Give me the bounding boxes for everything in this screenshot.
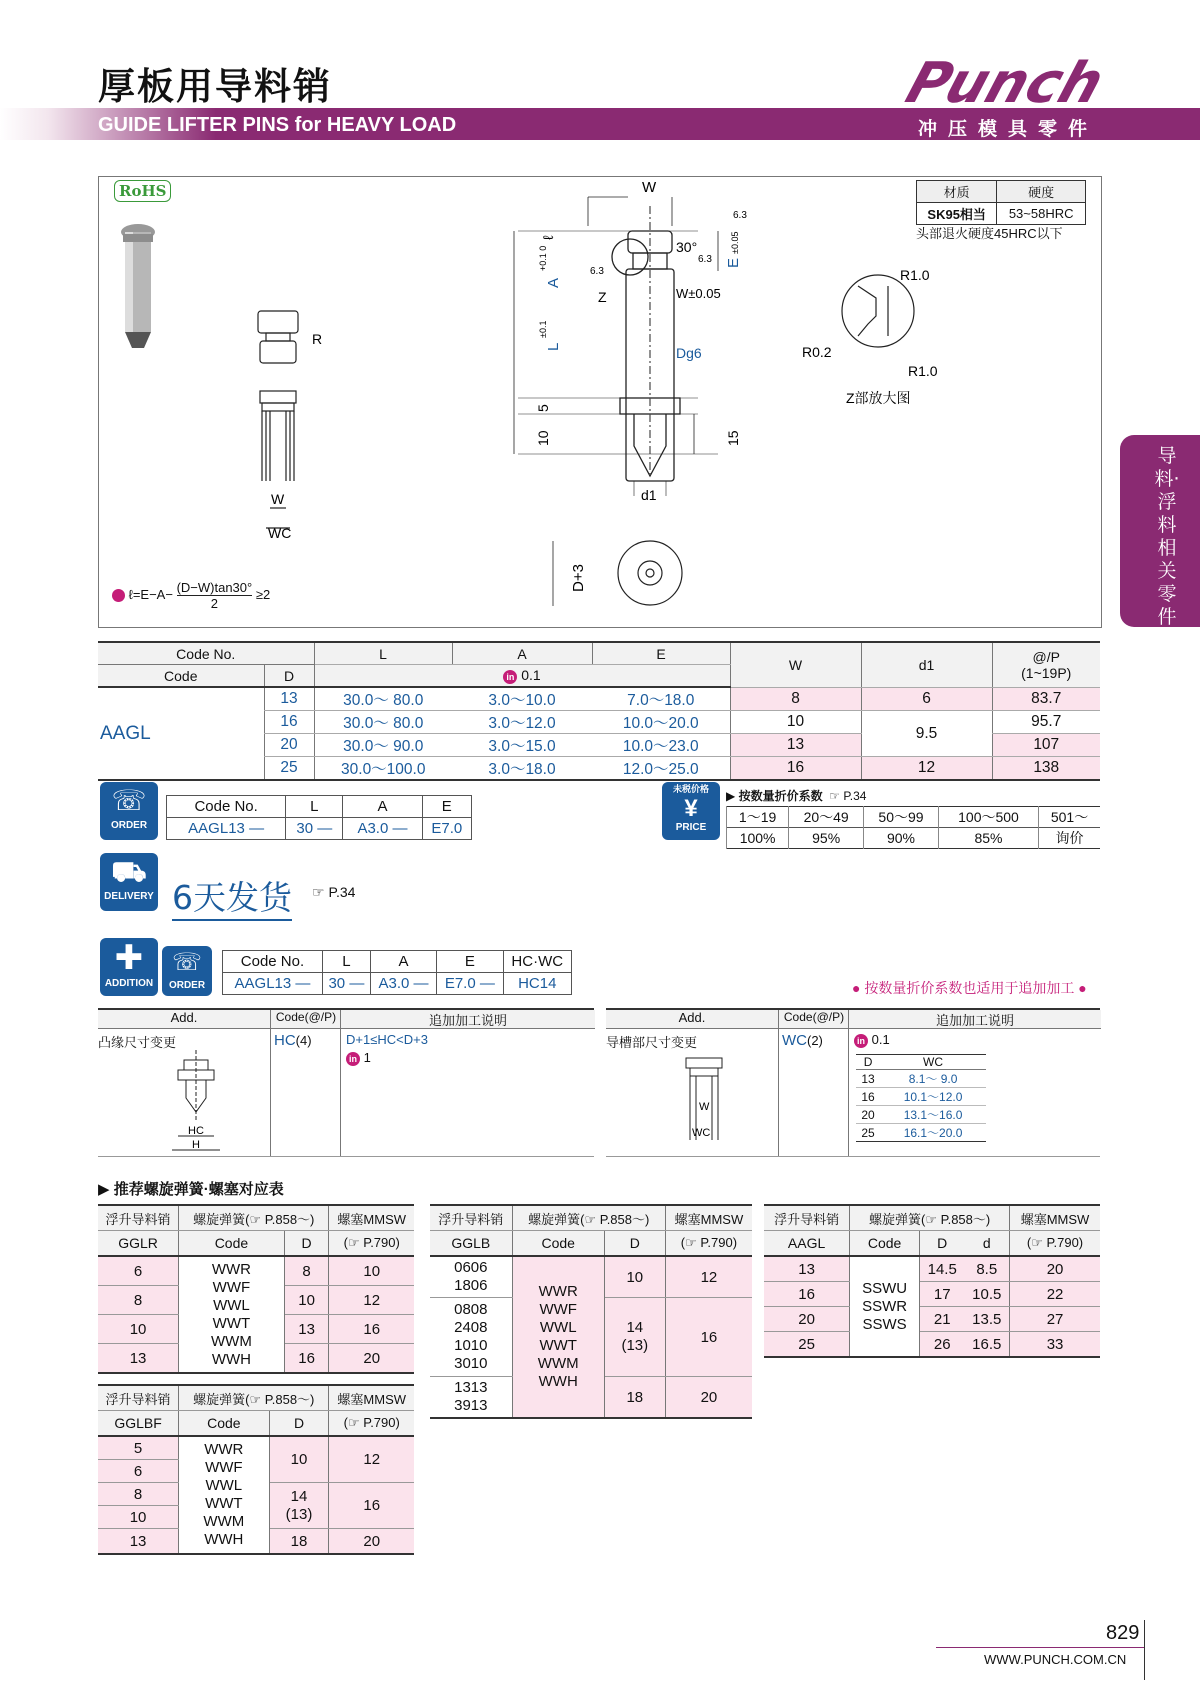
z-detail [842, 275, 914, 347]
formula-den: 2 [210, 596, 219, 611]
row-D: 25 [264, 757, 314, 781]
dim-L-tol: ±0.1 [538, 320, 548, 338]
hardness-note: 头部退火硬度45HRC以下 [916, 226, 1063, 241]
z-caption: Z部放大图 [846, 390, 911, 406]
rough-3: 6.3 [590, 266, 604, 277]
z-r3: R1.0 [908, 363, 938, 379]
footer-line [936, 1647, 1144, 1648]
page-title: 厚板用导料销 [98, 65, 332, 108]
dim-R: R [312, 331, 323, 347]
order-code: AAGL13 [188, 820, 245, 837]
dim-E-tol: ±0.05 [730, 231, 740, 254]
price-discount-table: 1～19 20～49 50～99 100～500 501～ 100% 95% 90% 85% 询价 [726, 806, 1100, 849]
dim-L: L [545, 342, 562, 351]
row-L: 30.0～ 80.0 [314, 711, 452, 734]
wc-sub-table: D WC 13 8.1～ 9.0 16 10.1～12.0 20 13.1～16.0 25 16.1～20.0 [856, 1054, 986, 1142]
rohs-badge: RoHS [114, 180, 171, 202]
formula-num: (D−W)tan30° [176, 580, 253, 595]
dim-5: 5 [535, 404, 551, 412]
order-E: E7.0 [422, 818, 471, 840]
row-A: 3.0～15.0 [452, 734, 592, 757]
row-W: 8 [730, 687, 861, 711]
footer-divider [1144, 1620, 1145, 1680]
type-code: AAGL [98, 687, 264, 780]
dim-A-tol: +0.1 0 [538, 245, 548, 271]
price-icon: 未税价格 ¥ PRICE [662, 782, 720, 840]
increment-icon: in [503, 670, 517, 684]
row-A: 3.0～18.0 [452, 757, 592, 781]
warning-icon [112, 589, 125, 602]
svg-text:W: W [699, 1101, 710, 1113]
side-tab[interactable] [1120, 435, 1200, 627]
hdr-price: @/P [1032, 648, 1060, 665]
hdr-inc: 0.1 [521, 667, 541, 684]
hdr-d1: d1 [861, 642, 992, 687]
footer-url[interactable]: WWW.PUNCH.COM.CN [984, 1652, 1127, 1667]
addition-note: ● 按数量折价系数也适用于追加加工 ● [852, 980, 1087, 996]
order-L: 30 [296, 820, 314, 837]
row-price: 83.7 [992, 687, 1100, 711]
dim-W-small: W [271, 491, 285, 507]
order-h-code: Code No. [167, 796, 286, 818]
row-W: 10 [730, 711, 861, 734]
rec-table-gglbf: 浮升导料销 螺旋弹簧(☞ P.858～) 螺塞MMSW GGLBF Code D (☞ P.790) 5 WWR WWF WWL WWT WWM WWH 10 12 6 8 14 (13) 16 10 13 18 20 [98, 1384, 414, 1555]
row-D: 13 [264, 687, 314, 711]
rough-2: 6.3 [698, 254, 712, 265]
hdr-A: A [452, 642, 592, 665]
row-E: 10.0～20.0 [592, 711, 730, 734]
side-tab-label: 导料·浮料相关零件 [1154, 445, 1180, 628]
page-number: 829 [1106, 1622, 1140, 1644]
row-d1: 9.5 [861, 711, 992, 757]
technical-drawing [98, 176, 1100, 626]
row-W: 16 [730, 757, 861, 781]
dim-l: ℓ [540, 235, 556, 240]
dim-W: W [642, 179, 657, 196]
page-subtitle: GUIDE LIFTER PINS for HEAVY LOAD [98, 114, 457, 136]
z-r1: R1.0 [900, 267, 930, 283]
spec-table [98, 641, 1100, 781]
row-L: 30.0～ 90.0 [314, 734, 452, 757]
dim-Z: Z [598, 289, 607, 305]
hdr-code-no: Code No. [98, 642, 314, 665]
hdr-price-sub: (1~19P) [1021, 664, 1072, 681]
dim-D3: D+3 [570, 564, 587, 592]
formula [112, 580, 270, 611]
rough-1: 6.3 [733, 210, 747, 221]
row-E: 12.0～25.0 [592, 757, 730, 781]
row-price: 95.7 [992, 711, 1100, 734]
row-d1: 6 [861, 687, 992, 711]
row-L: 30.0～100.0 [314, 757, 452, 781]
rec-table-gglb: 浮升导料销 螺旋弹簧(☞ P.858～) 螺塞MMSW GGLB Code D (☞ P.790) 0606 1806 WWR WWF WWL WWT WWM WWH 10 12 0808 2408 1010 3010 14 (13) 16 1313 3913 18 20 [430, 1204, 752, 1419]
row-E: 7.0～18.0 [592, 687, 730, 711]
order-h-E: E [422, 796, 471, 818]
rec-table-aagl: 浮升导料销 螺旋弹簧(☞ P.858～) 螺塞MMSW AAGL Code D d (☞ P.790) 13 SSWU SSWR SSWS 14.5 8.5 20 16 17 10.5 22 20 21 13.5 27 25 26 16.5 33 [764, 1204, 1100, 1358]
dim-angle: 30° [676, 239, 698, 255]
material-value: SK95相当 [917, 203, 997, 225]
material-label: 材质 [917, 181, 997, 203]
logo-text: Punch [898, 50, 1112, 116]
dim-Dg6: Dg6 [676, 345, 702, 361]
order-example-table: Code No. L A E AAGL13 — 30 — A3.0 — E7.0 [166, 795, 472, 840]
dim-WC-small: WC [268, 525, 292, 541]
order-h-A: A [343, 796, 422, 818]
row-A: 3.0～10.0 [452, 687, 592, 711]
dim-E: E [725, 257, 742, 268]
dim-d1: d1 [641, 487, 657, 503]
order-icon: ☏ ORDER [100, 782, 158, 840]
addition-table-wc: Add. Code(@/P) 追加加工说明 导槽部尺寸变更 WC(2) in 0.1 D WC 13 8.1～ 9.0 16 10.1～12.0 20 13.1～16.0 25 16.1～20.0 W WC [606, 1008, 1100, 1157]
wc-figure [666, 1050, 746, 1154]
row-W: 13 [730, 734, 861, 757]
logo-subtitle: 冲压模具零件 [918, 118, 1099, 140]
dim-15: 15 [725, 430, 741, 446]
hardness-label: 硬度 [997, 181, 1086, 203]
hc-figure [158, 1050, 238, 1154]
row-D: 16 [264, 711, 314, 734]
dim-A: A [545, 277, 562, 288]
order-A: A3.0 [357, 820, 389, 837]
svg-text:H: H [192, 1139, 200, 1151]
hdr-E: E [592, 642, 730, 665]
addition-icon: ✚ ADDITION [100, 938, 158, 996]
delivery-ref: ☞ P.34 [312, 884, 356, 900]
hdr-D: D [264, 665, 314, 688]
row-D: 20 [264, 734, 314, 757]
row-price: 107 [992, 734, 1100, 757]
hardness-value: 53~58HRC [997, 203, 1086, 225]
hdr-L: L [314, 642, 452, 665]
hdr-code: Code [98, 665, 264, 688]
formula-rhs: ≥2 [255, 586, 271, 602]
hdr-W: W [730, 642, 861, 687]
rec-table-gglr: 浮升导料销 螺旋弹簧(☞ P.858～) 螺塞MMSW GGLR Code D (☞ P.790) 6 WWR WWF WWL WWT WWM WWH 8 10 8 10 12 10 13 16 13 16 20 [98, 1204, 414, 1374]
price-title: ▶ 按数量折价系数 ☞ P.34 [726, 789, 867, 803]
dim-W-tol: W±0.05 [676, 286, 721, 301]
row-price: 138 [992, 757, 1100, 781]
addition-table-hc: Add. Code(@/P) 追加加工说明 凸缘尺寸变更 HC(4) D+1≤HC<D+3 in 1 HC H [98, 1008, 594, 1157]
delivery-days: 6天发货 [172, 872, 292, 921]
material-table [916, 180, 1086, 225]
svg-text:WC: WC [692, 1127, 711, 1139]
rec-title: ▶ 推荐螺旋弹簧·螺塞对应表 [98, 1181, 284, 1198]
row-d1: 12 [861, 757, 992, 781]
order-h-L: L [286, 796, 343, 818]
formula-lhs: ℓ=E−A− [128, 586, 173, 602]
row-A: 3.0～12.0 [452, 711, 592, 734]
dim-10: 10 [535, 430, 551, 446]
delivery-icon: ⛟ DELIVERY [100, 853, 158, 911]
addition-order-table: Code No. L A E HC·WC AAGL13 — 30 — A3.0 — E7.0 — HC14 [222, 950, 572, 995]
row-E: 10.0～23.0 [592, 734, 730, 757]
order-icon-small: ☏ ORDER [162, 946, 212, 996]
row-L: 30.0～ 80.0 [314, 687, 452, 711]
svg-text:HC: HC [188, 1125, 204, 1137]
product-photo [121, 224, 155, 348]
z-r2: R0.2 [802, 344, 832, 360]
